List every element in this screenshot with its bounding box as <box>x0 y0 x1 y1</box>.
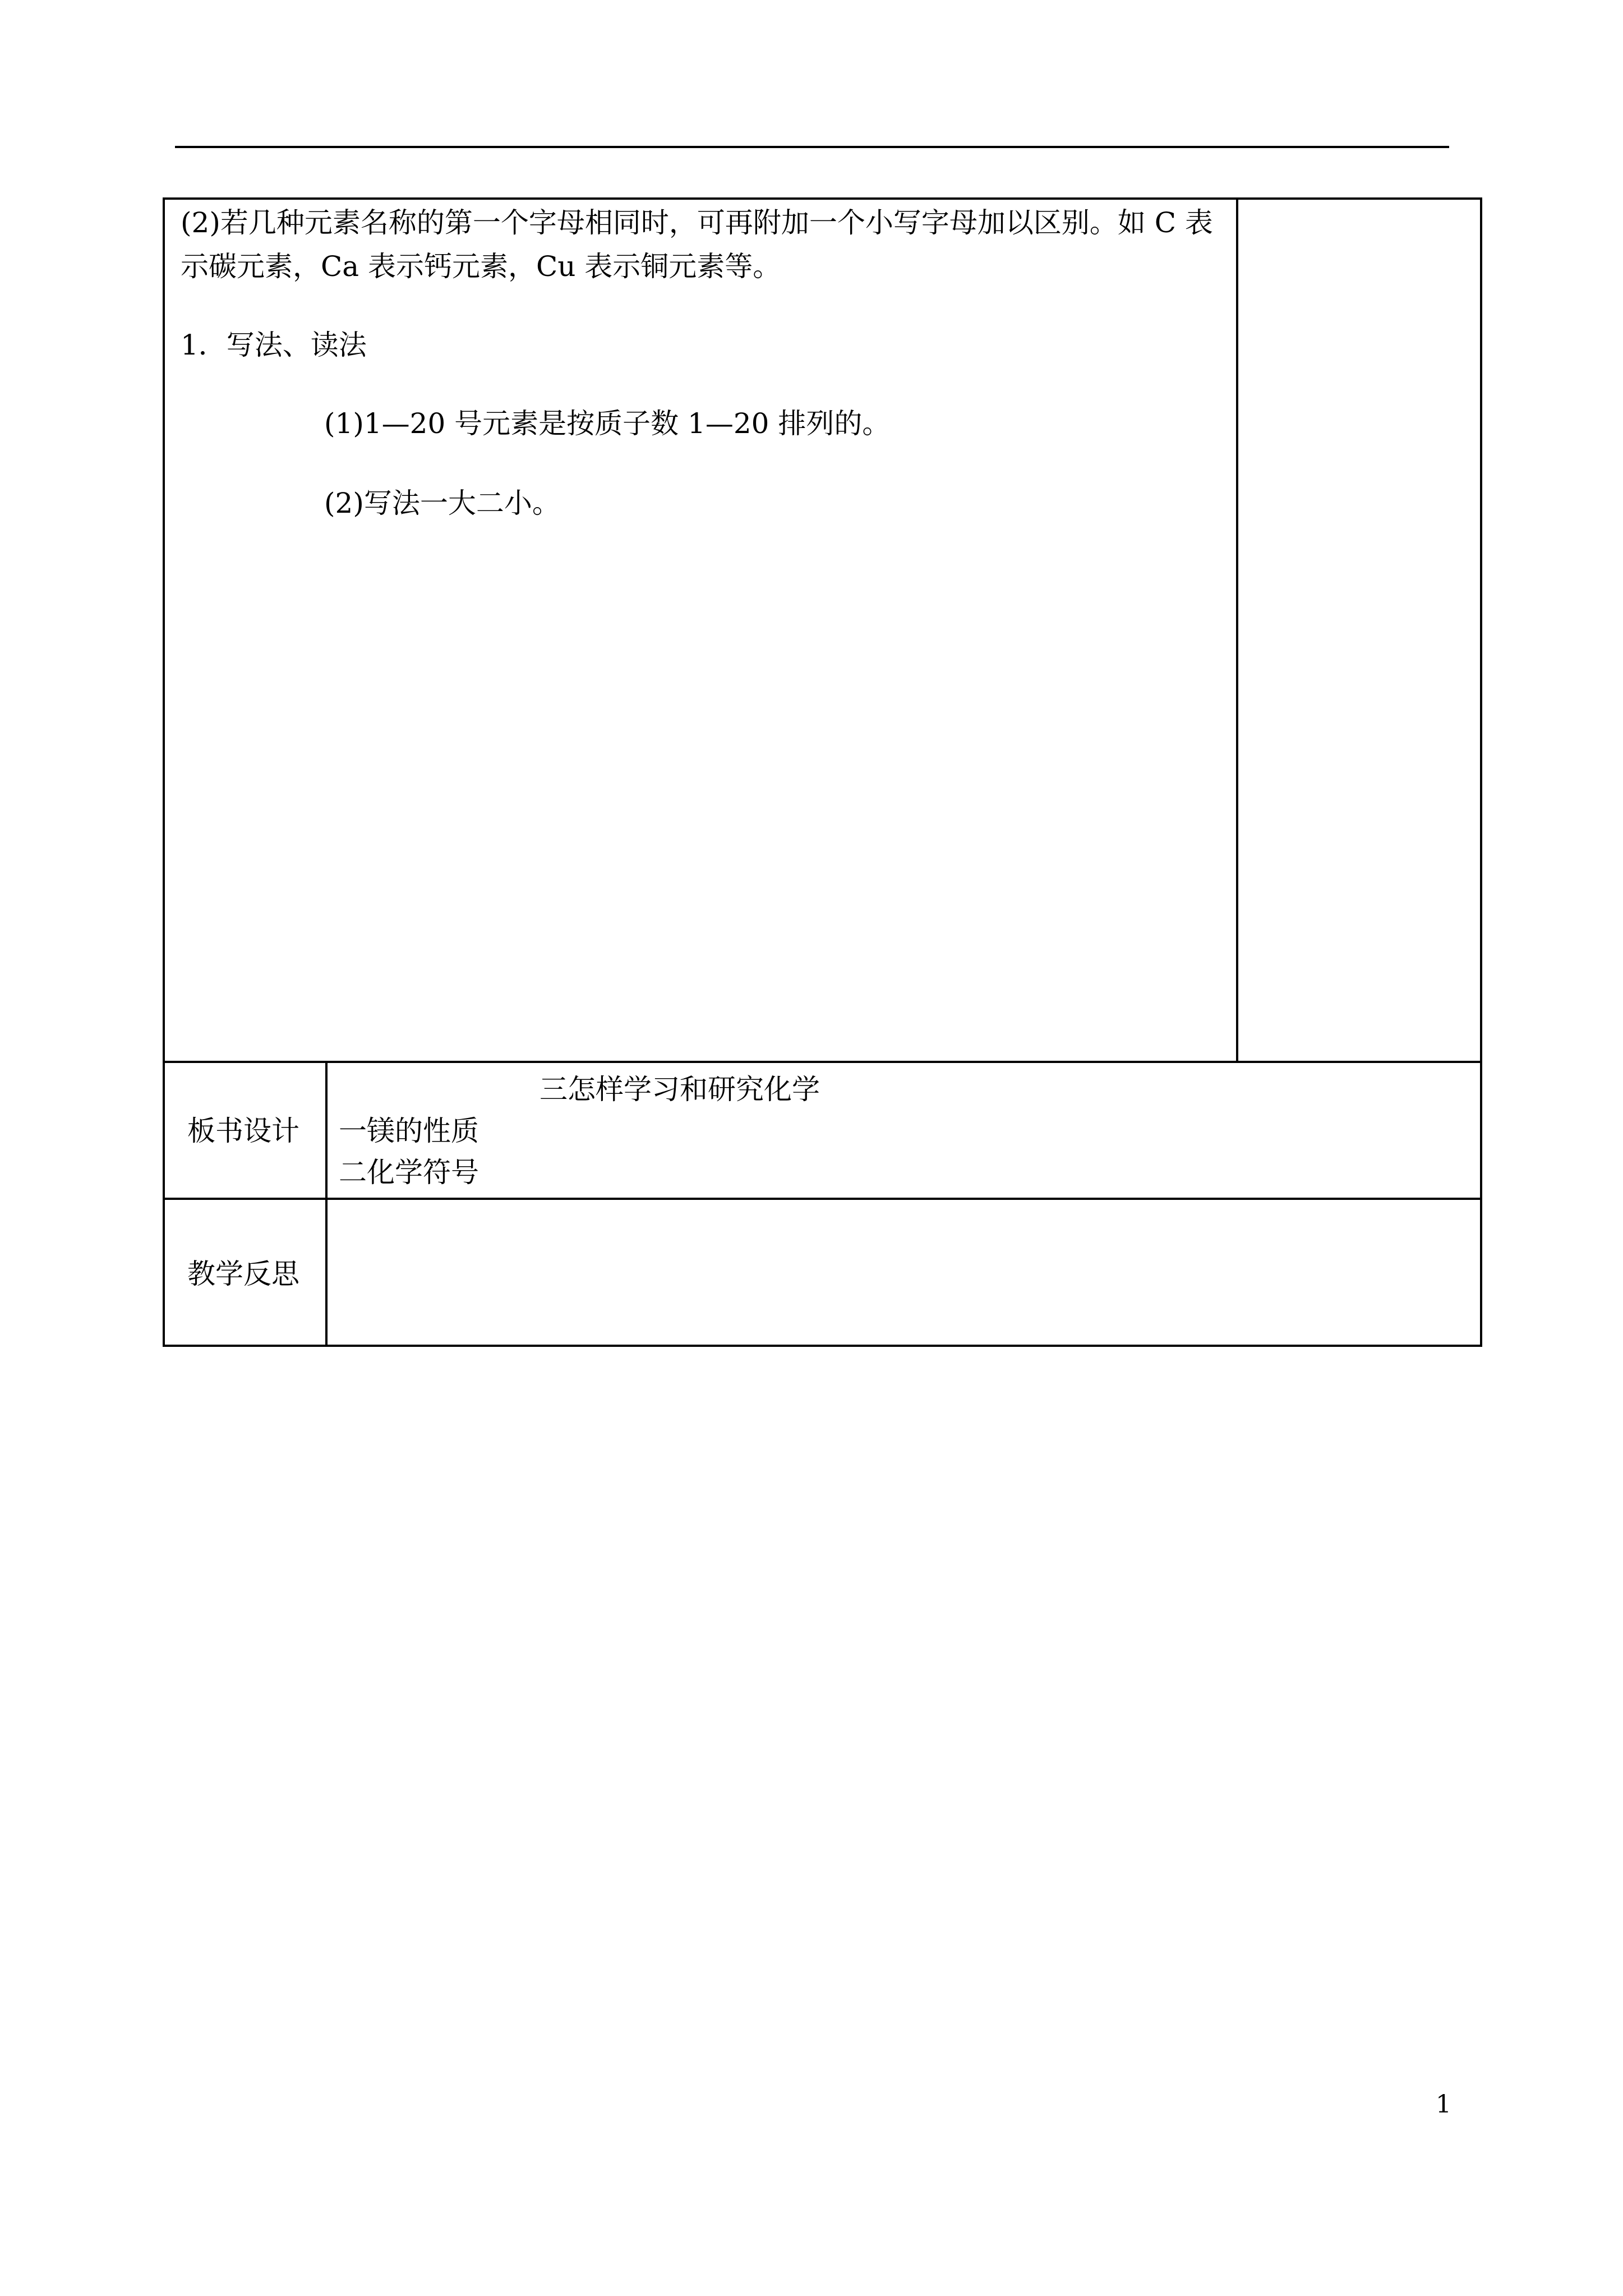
content-paragraph-line1: (2)若几种元素名称的第一个字母相同时，可再附加一个小写字母加以区别。如 C 表 <box>181 206 1213 239</box>
list-item-1: (1)1—20 号元素是按质子数 1—20 排列的。 <box>324 407 891 440</box>
board-design-title: 三怎样学习和研究化学 <box>540 1073 820 1106</box>
section-heading: 1．写法、读法 <box>181 329 367 361</box>
notes-column-divider <box>1236 200 1238 1062</box>
board-design-point-2: 二化学符号 <box>339 1156 479 1189</box>
label-column-divider <box>325 1061 328 1347</box>
row-divider-top <box>165 1061 1480 1063</box>
page-number: 1 <box>1436 2090 1451 2119</box>
row-divider-middle <box>165 1198 1480 1200</box>
list-item-2: (2)写法一大二小。 <box>324 487 560 519</box>
board-design-point-1: 一镁的性质 <box>339 1115 479 1147</box>
teaching-reflection-label: 教学反思 <box>187 1258 299 1290</box>
header-rule <box>175 146 1449 148</box>
content-paragraph-line2: 示碳元素，Ca 表示钙元素，Cu 表示铜元素等。 <box>181 250 781 283</box>
board-design-label: 板书设计 <box>187 1115 299 1147</box>
